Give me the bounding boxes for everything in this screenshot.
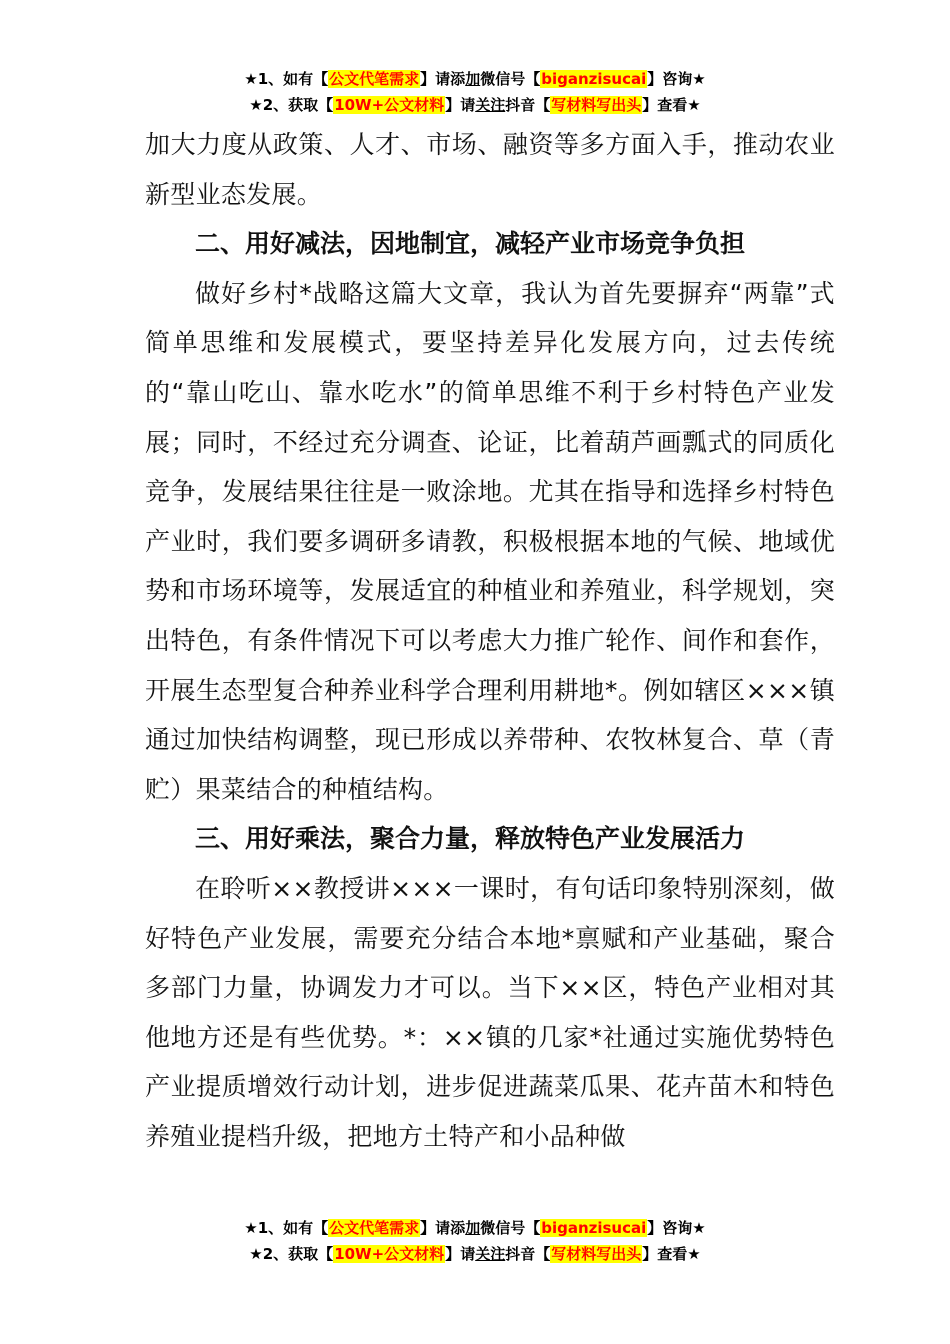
promo-underline: 加	[465, 1219, 481, 1237]
promo-text: ★2、获取【	[249, 1245, 334, 1263]
promo-text: ★2、获取【	[249, 96, 334, 114]
top-promo-banner	[0, 66, 950, 118]
document-body	[145, 120, 835, 1161]
section-heading: 三、用好乘法，聚合力量，释放特色产业发展活力	[195, 824, 746, 854]
promo-highlight: biganzisucai	[541, 1219, 647, 1237]
promo-text: 抖音【	[505, 1245, 551, 1263]
promo-highlight: 写材料写出头	[551, 1245, 642, 1263]
promo-text: 】咨询★	[647, 70, 706, 88]
promo-underline: 关注	[475, 96, 506, 114]
promo-underline: 加	[465, 70, 481, 88]
bottom-promo-banner	[0, 1215, 950, 1267]
promo-text: ★1、如有【	[244, 1219, 329, 1237]
promo-text: ★1、如有【	[244, 70, 329, 88]
promo-text: 】查看★	[642, 1245, 701, 1263]
promo-highlight: 公文代笔需求	[329, 1219, 420, 1237]
promo-text: 微信号【	[480, 70, 541, 88]
promo-line-2	[0, 1241, 950, 1267]
promo-line-1	[0, 1215, 950, 1241]
paragraph: 做好乡村*战略这篇大文章，我认为首先要摒弃“两靠”式简单思维和发展模式，要坚持差异化发展方向，过去传统的“靠山吃山、靠水吃水”的简单思维不利于乡村特色产业发展；同时，不经过充分调查、论证，比着葫芦画瓢式的同质化竞争，发展结果往往是一败涂地。尤其在指导和选择乡村特色产业时，我们要多调研多请教，积极根据本地的气候、地域优势和市场环境等，发展适宜的种植业和养殖业，科学规划，突出特色，有条件情况下可以考虑大力推广轮作、间作和套作，开展生态型复合种养业科学合理利用耕地*。例如辖区×××镇通过加快结构调整，现已形成以养带种、农牧林复合、草（青贮）果菜结合的种植结构。	[145, 278, 835, 804]
promo-line-2	[0, 92, 950, 118]
promo-line-1	[0, 66, 950, 92]
promo-text: 】请添	[420, 1219, 466, 1237]
promo-text: 】请添	[420, 70, 466, 88]
section-heading: 二、用好减法，因地制宜，减轻产业市场竞争负担	[195, 229, 746, 259]
paragraph: 加大力度从政策、人才、市场、融资等多方面入手，推动农业新型业态发展。	[145, 130, 835, 209]
promo-text: 】请	[445, 1245, 476, 1263]
promo-highlight: 10W+公文材料	[334, 96, 445, 114]
promo-highlight: 10W+公文材料	[334, 1245, 445, 1263]
promo-text: 微信号【	[480, 1219, 541, 1237]
promo-underline: 关注	[475, 1245, 506, 1263]
promo-text: 抖音【	[505, 96, 551, 114]
paragraph: 在聆听××教授讲×××一课时，有句话印象特别深刻，做好特色产业发展，需要充分结合本地*禀赋和产业基础，聚合多部门力量，协调发力才可以。当下××区，特色产业相对其他地方还是有些优势。*：××镇的几家*社通过实施优势特色产业提质增效行动计划，进步促进蔬菜瓜果、花卉苗木和特色养殖业提档升级，把地方土特产和小品种做	[145, 873, 835, 1151]
promo-highlight: biganzisucai	[541, 70, 647, 88]
promo-highlight: 公文代笔需求	[329, 70, 420, 88]
promo-text: 】查看★	[642, 96, 701, 114]
promo-highlight: 写材料写出头	[551, 96, 642, 114]
promo-text: 】请	[445, 96, 476, 114]
promo-text: 】咨询★	[647, 1219, 706, 1237]
